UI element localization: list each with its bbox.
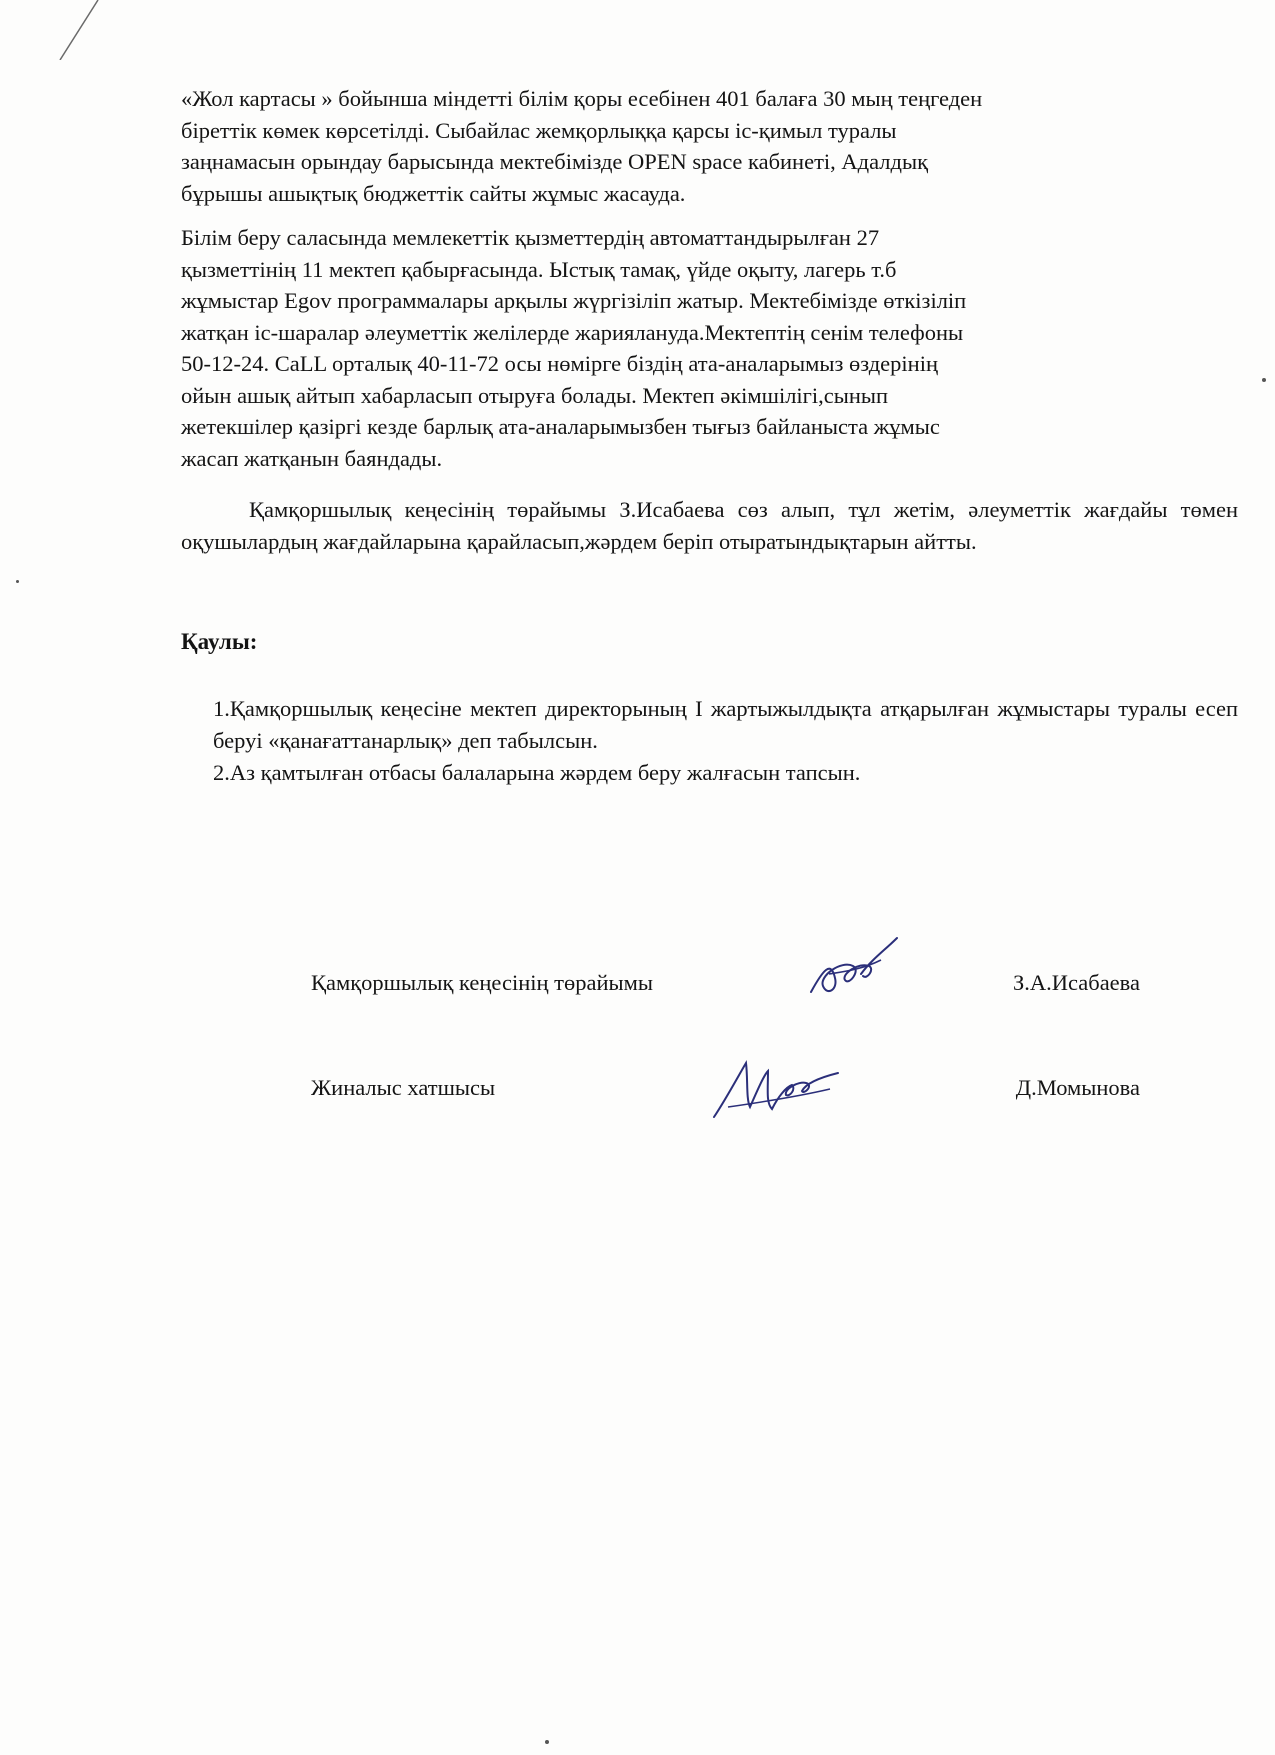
chair-signature-image bbox=[801, 930, 911, 1010]
text-line: ойын ашық айтып хабарласып отыруға болады. Мектеп әкімшілігі,сынып bbox=[181, 382, 889, 408]
text-line: жасап жатқанын баяндады. bbox=[181, 445, 443, 471]
text-line: жұмыстар Egov программалары арқылы жүргізіліп жатыр. Мектебімізде өткізіліп bbox=[181, 288, 967, 313]
paragraph-road-map bbox=[181, 83, 1238, 209]
paragraph-public-services bbox=[181, 222, 1238, 474]
text-line: 50-12-24. CaLL орталық 40-11-72 осы нөмірге біздің ата-аналарымыз өздерінің bbox=[181, 351, 938, 376]
text-line: заңнамасын орындау барысында мектебімізде OPEN space кабинеті, Адалдық bbox=[181, 149, 929, 174]
secretary-name: Д.Момынова bbox=[1015, 1075, 1140, 1100]
text-line: «Жол картасы » бойынша міндетті білім қоры есебінен 401 балаға 30 мың теңгеден bbox=[181, 86, 983, 111]
secretary-signature-image bbox=[706, 1049, 846, 1129]
text-line: жетекшілер қазіргі кезде барлық ата-аналарымызбен тығыз байланыста жұмыс bbox=[181, 414, 940, 439]
decision-item-2: 2.Аз қамтылған отбасы балаларына жәрдем беру жалғасын тапсын. bbox=[213, 760, 861, 785]
paragraph-chair-speech: Қамқоршылық кеңесінің төрайымы З.Исабаева сөз алып, тұл жетім, әлеуметтік жағдайы төмен оқушылардың жағдайларына қарайласып,жәрдем беріп отыратындықтарын айтты. bbox=[181, 497, 1238, 554]
text-line: Білім беру саласында мемлекеттік қызметтердің автоматтандырылған 27 bbox=[181, 225, 880, 250]
text-line: жатқан іс-шаралар әлеуметтік желілерде жариялануда.Мектептің сенім телефоны bbox=[181, 319, 964, 345]
decision-heading: Қаулы: bbox=[181, 629, 258, 654]
scan-edge-line bbox=[0, 0, 180, 60]
text-line: қызметтінің 11 мектеп қабырғасында. Ыстық тамақ, үйде оқыту, лагерь т.б bbox=[181, 256, 897, 282]
text-line: біреттік көмек көрсетілді. Сыбайлас жемқорлыққа қарсы іс-қимыл туралы bbox=[181, 117, 897, 143]
scan-speck bbox=[545, 1740, 549, 1744]
scan-speck bbox=[1262, 378, 1266, 382]
chair-name: З.А.Исабаева bbox=[1012, 970, 1140, 995]
secretary-role: Жиналыс хатшысы bbox=[311, 1075, 496, 1100]
decision-item-1: 1.Қамқоршылық кеңесіне мектеп директорының І жартыжылдықта атқарылған жұмыстары туралы есеп беруі «қанағаттанарлық» деп табылсын. bbox=[213, 696, 1238, 753]
decision-list bbox=[213, 693, 1238, 789]
text-line: бұрышы ашықтық бюджеттік сайты жұмыс жасауда. bbox=[181, 180, 686, 206]
scan-speck bbox=[16, 580, 19, 583]
chair-signature-row bbox=[181, 960, 1238, 1010]
chair-role: Қамқоршылық кеңесінің төрайымы bbox=[311, 970, 653, 995]
secretary-signature-row bbox=[181, 1069, 1238, 1119]
